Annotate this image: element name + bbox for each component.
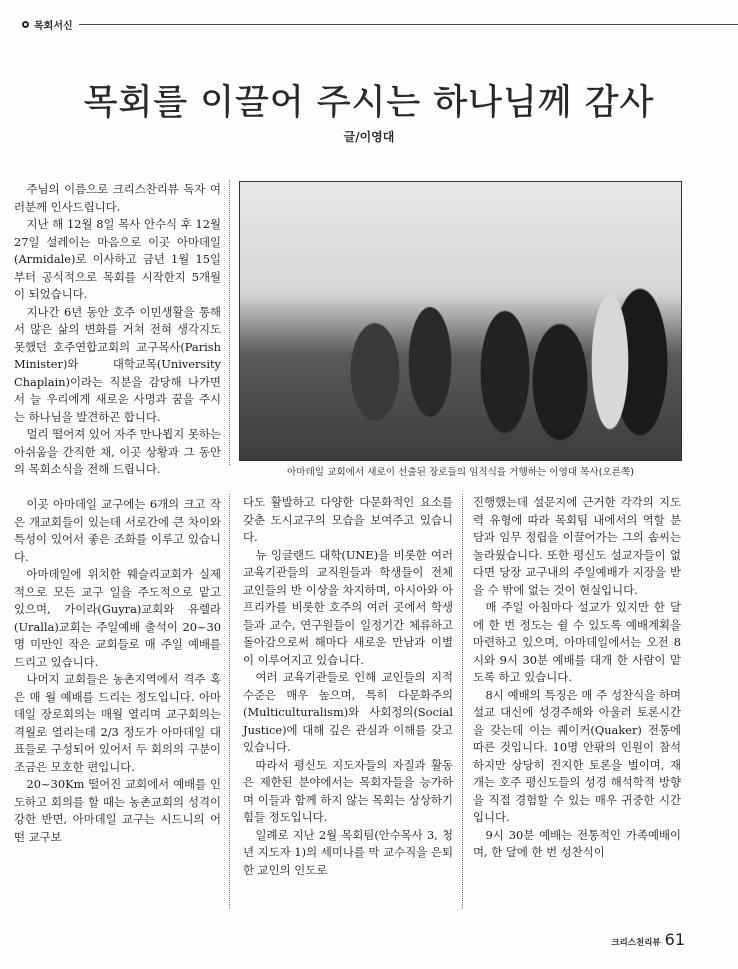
paragraph: 진행했는데 설문지에 근거한 각각의 지도력 유형에 따라 목회팀 내에서의 역할 분담과 임무 정립을 이끌어가는 그의 솜씨는 놀라웠습니다. 또한 평신도 설교자들이 없다면 당장 교구내의 주일예배가 지장을 받을 수 밖에 없는 것이 현실입니다. bbox=[473, 495, 681, 597]
paragraph: 일례로 지난 2월 목회팀(안수목사 3, 청년 지도자 1)의 세미나를 막 교수직을 은퇴한 교인의 인도로 bbox=[243, 827, 453, 877]
text-column-3 bbox=[473, 494, 681, 862]
column-divider bbox=[229, 494, 230, 909]
header-rule bbox=[79, 24, 738, 25]
photo-caption: 아마데일 교회에서 새로이 선출된 장로들의 임직식을 거행하는 이영대 목사(오른쪽) bbox=[287, 467, 634, 478]
paragraph: 주님의 이름으로 크리스찬리뷰 독자 여러분께 인사드립니다. bbox=[14, 182, 221, 214]
byline: 글/이영대 bbox=[343, 130, 395, 144]
paragraph: 여러 교육기관들로 인해 교인들의 지적수준은 매우 높으며, 특히 다문화주의(Multiculturalism)와 사회정의(Social Justice)에 대해 깊은 관심과 이해를 갖고 있습니다. bbox=[243, 670, 453, 754]
magazine-name: 크리스천리뷰 bbox=[611, 938, 661, 948]
paragraph: 따라서 평신도 지도자들의 자질과 활동은 제한된 분야에서는 목회자들을 능가하며 이들과 함께 하지 않는 목회는 상상하기 힘들 정도입니다. bbox=[243, 757, 453, 824]
column-divider bbox=[229, 180, 230, 465]
page-footer bbox=[611, 930, 685, 949]
paragraph: 멀리 떨어져 있어 자주 만나뵙지 못하는 아쉬움을 간직한 채, 이곳 상황과 그 동안의 목회소식을 전해 드립니다. bbox=[14, 427, 221, 476]
column-divider bbox=[462, 494, 463, 909]
page-number: 61 bbox=[664, 930, 685, 949]
section-header bbox=[22, 17, 738, 31]
article-title: 목회를 이끌어 주시는 하나님께 감사 bbox=[83, 83, 655, 124]
section-label: 목회서신 bbox=[34, 20, 73, 32]
paragraph: 아마데일에 위치한 웨슬리교회가 실제적으로 모든 교구 일을 주도적으로 맡고 있으며, 가이라(Guyra)교회와 유렐라(Uralla)교회는 주일예배 출석이 20~30명 미만인 작은 교회들로 매 주일 예배를 드리고 있습니다. bbox=[14, 567, 221, 669]
paragraph: 지난 해 12월 8일 목사 안수식 후 12월 27일 설레이는 마음으로 이곳 아마데일(Armidale)로 이사하고 금년 1월 15일부터 공식적으로 목회를 시작한지 5개월이 되었습니다. bbox=[14, 217, 221, 301]
paragraph: 20~30Km 떨어진 교회에서 예배를 인도하고 회의를 할 때는 농촌교회의 성격이 강한 반면, 아마데일 교구는 시드니의 어떤 교구보 bbox=[14, 777, 221, 844]
paragraph: 다도 활발하고 다양한 다문화적인 요소를 갖춘 도시교구의 모습을 보여주고 있습니다. bbox=[243, 495, 453, 544]
ordination-photo bbox=[239, 181, 682, 461]
paragraph: 9시 30분 예배는 전통적인 가족예배이며, 한 달에 한 번 성찬식이 bbox=[473, 827, 681, 859]
paragraph: 지나간 6년 동안 호주 이민생활을 통해서 많은 삶의 변화를 거쳐 전혀 생각지도 못했던 호주연합교회의 교구목사(Parish Minister)와 대학교목(University Chaplain)이라는 직분을 감당해 나가면서 늘 우리에게 새로운 사명과 꿈을 주시는 하나님을 발견하곤 합니다. bbox=[14, 304, 221, 424]
paragraph: 8시 예배의 특징은 매 주 성찬식을 하며 설교 대신에 성경주해와 아울러 토론시간을 갖는데 이는 퀘이커(Quaker) 전통에 따른 것입니다. 10명 안팎의 인원이 참석하지만 상당히 진지한 토론을 벌이며, 재개는 호주 평신도들의 성경 해석학적 방향을 직접 경험할 수 있는 매우 귀중한 시간입니다. bbox=[473, 687, 681, 824]
paragraph: 나머지 교회들은 농촌지역에서 격주 혹은 매 월 예배를 드리는 정도입니다. 아마데일 장로회의는 매월 열리며 교구회의는 격월로 열리는데 2/3 정도가 아마데일 대표들로 구성되어 있어서 두 회의의 구분이 조금은 모호한 편입니다. bbox=[14, 672, 221, 774]
text-column-2 bbox=[243, 494, 453, 879]
paragraph: 뉴 잉글랜드 대학(UNE)을 비롯한 여러 교육기관들의 교직원들과 학생들이 전체 교인들의 반 이상을 차지하며, 아시아와 아프리카를 비롯한 호주의 여러 곳에서 학생들과 교수, 연구원들이 일정기간 체류하고 돌아감으로써 해마다 새로운 만남과 이별이 이루어지고 있습니다. bbox=[243, 547, 453, 667]
paragraph: 이곳 아마데일 교구에는 6개의 크고 작은 개교회들이 있는데 서로간에 큰 차이와 특성이 있어서 좋은 조화를 이루고 있습니다. bbox=[14, 497, 221, 564]
paragraph: 매 주일 아침마다 설교가 있지만 한 달에 한 번 정도는 쉴 수 있도록 예배계획을 마련하고 있으며, 아마데일에서는 오전 8시와 9시 30분 예배를 대개 한 사람이 맡도록 하고 있습니다. bbox=[473, 600, 681, 684]
text-column-1 bbox=[14, 181, 221, 846]
bullet-circle-icon bbox=[22, 21, 29, 28]
